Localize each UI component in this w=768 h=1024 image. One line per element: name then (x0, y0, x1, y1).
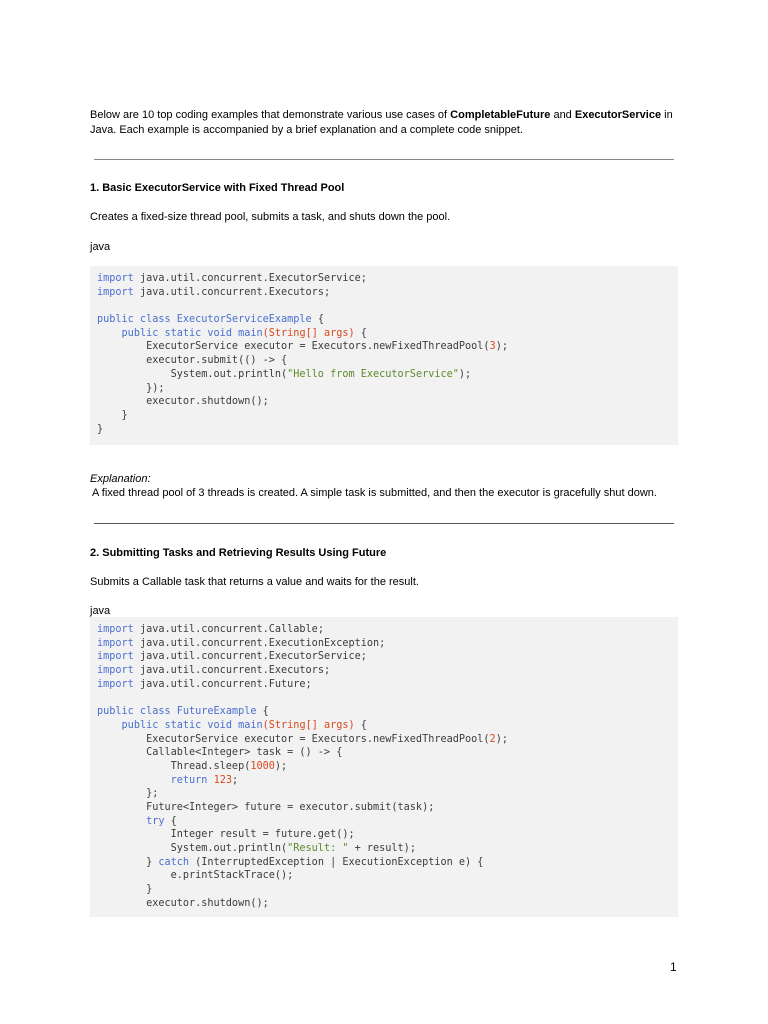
code-line (97, 327, 678, 341)
code-line (97, 869, 678, 883)
code-token: (String[] args) (262, 327, 355, 339)
code-language-label-1: java (90, 241, 111, 253)
code-line (97, 678, 678, 692)
section-heading-1: 1. Basic ExecutorService with Fixed Thread Pool (90, 182, 345, 194)
intro-paragraph (90, 108, 690, 138)
code-token: ; (231, 774, 239, 786)
code-line (97, 382, 678, 396)
code-token: { (354, 327, 367, 339)
code-token: java.util.concurrent.ExecutionException; (133, 637, 386, 649)
code-token: java.util.concurrent.Future; (133, 678, 312, 690)
code-token: import (97, 637, 134, 649)
code-token: ); (274, 760, 288, 772)
code-line (97, 719, 678, 733)
code-token: ExecutorServiceExample (176, 314, 312, 326)
code-token: java.util.concurrent.Executors; (133, 665, 331, 677)
code-token (97, 720, 122, 731)
code-token: executor.shutdown(); (97, 396, 269, 408)
code-line (97, 313, 678, 327)
explanation-text: A fixed thread pool of 3 threads is created. A simple task is submitted, and then the executor is gracefully shut down. (92, 487, 657, 499)
code-token: System.out.println( (97, 368, 288, 380)
code-token: public static void (121, 327, 232, 339)
code-token: java.util.concurrent.Callable; (133, 624, 324, 635)
code-token: import (97, 624, 134, 635)
code-line (97, 815, 678, 829)
code-line (97, 423, 678, 437)
divider (94, 159, 674, 160)
code-token: 2 (489, 733, 496, 745)
code-token: 1000 (250, 760, 275, 772)
code-token: + result); (348, 843, 416, 854)
code-token: } (97, 884, 153, 896)
code-line (97, 623, 678, 637)
code-token: Integer result = future.get(); (97, 829, 355, 841)
code-line (97, 746, 678, 760)
code-token: } (97, 423, 104, 435)
code-token: public class (97, 706, 171, 718)
code-token: }; (97, 788, 159, 800)
code-token: } (97, 856, 159, 868)
section-description-2: Submits a Callable task that returns a value and waits for the result. (90, 576, 419, 588)
code-token: return (170, 774, 208, 786)
code-token: { (164, 815, 177, 827)
code-line (97, 774, 678, 788)
code-line (97, 368, 678, 382)
code-line (97, 856, 678, 870)
code-line (97, 705, 678, 719)
code-token: 3 (489, 341, 496, 353)
code-line (97, 801, 678, 815)
code-line (97, 664, 678, 678)
intro-text-mid: and (550, 109, 575, 121)
code-token: System.out.println( (97, 843, 288, 854)
code-line (97, 395, 678, 409)
intro-text: Below are 10 top coding examples that demonstrate various use cases of (90, 109, 451, 121)
code-line (97, 787, 678, 801)
code-token (97, 816, 146, 827)
code-token (97, 775, 171, 786)
code-token: { (256, 706, 269, 718)
code-token: public static void (121, 719, 232, 731)
code-line (97, 637, 678, 651)
code-token (97, 328, 122, 339)
code-token: executor.shutdown(); (97, 897, 269, 909)
intro-text-end: in Java. Each example is accompanied by a brief explanation and a complete code snippet. (90, 109, 673, 136)
code-token: 123 (213, 774, 232, 786)
code-token: import (97, 651, 134, 663)
code-token: e.printStackTrace(); (97, 870, 294, 882)
code-line (97, 828, 678, 842)
code-token: import (97, 665, 134, 677)
code-token: import (97, 678, 134, 690)
code-token: }); (97, 382, 165, 394)
code-token: java.util.concurrent.Executors; (133, 286, 331, 298)
code-token: ExecutorService executor = Executors.newFixedThreadPool( (97, 733, 490, 745)
code-token: { (354, 719, 367, 731)
code-line (97, 340, 678, 354)
code-token: Thread.sleep( (97, 760, 251, 772)
code-token: import (97, 286, 134, 298)
term-executorservice: ExecutorService (574, 109, 662, 121)
code-line (97, 842, 678, 856)
explanation-label: Explanation: (90, 473, 151, 485)
section-description-1: Creates a fixed-size thread pool, submits a task, and shuts down the pool. (90, 211, 451, 223)
code-token: "Hello from ExecutorService" (287, 368, 459, 380)
code-line (97, 354, 678, 368)
page-number: 1 (670, 960, 677, 974)
code-token: public class (97, 314, 171, 326)
code-token: (InterruptedException | ExecutionException e) { (189, 856, 484, 868)
code-line (97, 299, 678, 313)
code-token: Callable<Integer> task = () -> { (97, 747, 343, 759)
code-token: ); (495, 341, 508, 353)
code-token: } (97, 409, 128, 421)
code-token: java.util.concurrent.ExecutorService; (133, 651, 367, 663)
code-block-2 (90, 617, 678, 917)
code-line (97, 691, 678, 705)
code-line (97, 897, 678, 911)
code-line (97, 272, 678, 286)
code-token: executor.submit(() -> { (97, 355, 288, 367)
code-token: try (146, 815, 165, 827)
code-block-1 (90, 266, 678, 445)
code-token: ); (458, 368, 472, 380)
code-token: main (238, 719, 263, 731)
code-token: import (97, 273, 134, 284)
code-token: "Result: " (287, 843, 349, 854)
code-token: java.util.concurrent.ExecutorService; (133, 273, 367, 284)
code-token: catch (158, 856, 190, 868)
code-token: (String[] args) (262, 719, 355, 731)
code-token: FutureExample (176, 706, 257, 718)
code-line (97, 286, 678, 300)
code-token: main (238, 327, 263, 339)
code-token: Future<Integer> future = executor.submit(task); (97, 801, 435, 813)
code-line (97, 883, 678, 897)
code-line (97, 760, 678, 774)
code-token: { (311, 314, 324, 326)
code-line (97, 733, 678, 747)
code-token: ); (495, 733, 508, 745)
section-heading-2: 2. Submitting Tasks and Retrieving Results Using Future (90, 547, 387, 559)
term-completablefuture: CompletableFuture (450, 109, 551, 121)
code-line (97, 409, 678, 423)
code-language-label-2: java (90, 605, 111, 617)
divider (94, 523, 674, 524)
code-line (97, 650, 678, 664)
code-token: ExecutorService executor = Executors.newFixedThreadPool( (97, 341, 490, 353)
